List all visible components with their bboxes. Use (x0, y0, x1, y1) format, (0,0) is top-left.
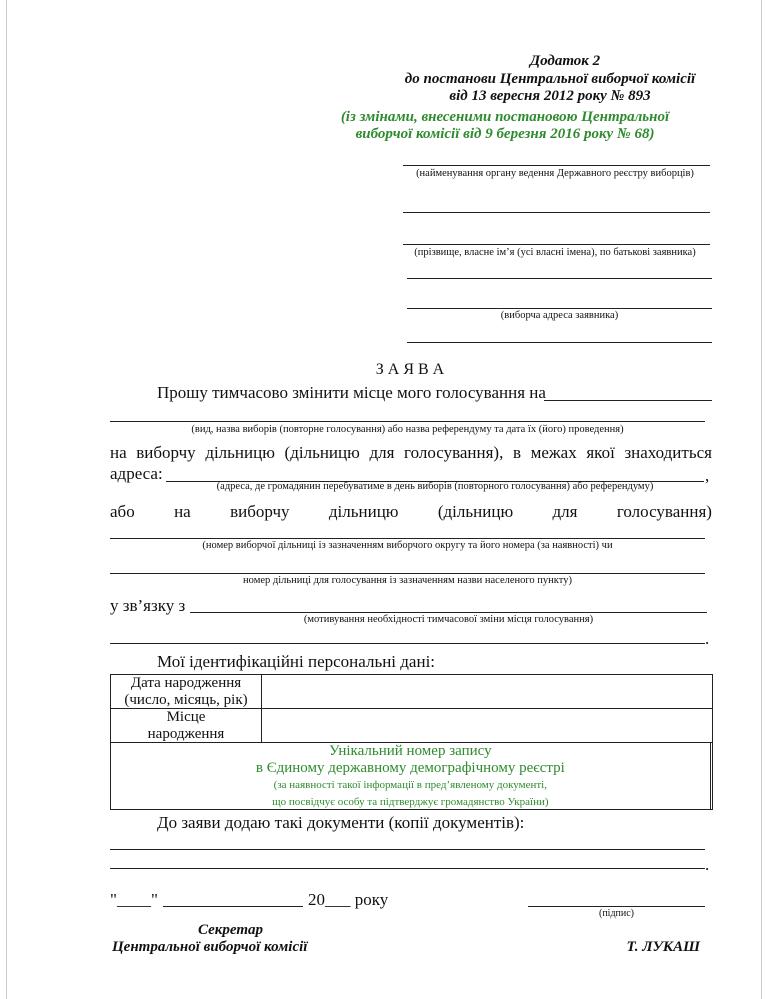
name-field-2[interactable] (403, 244, 710, 245)
signature-field[interactable] (528, 906, 705, 907)
signatory-position-1: Секретар (198, 922, 263, 938)
station-field-1[interactable] (110, 538, 705, 539)
document-title: З А Я В А (375, 361, 445, 378)
label-note: що посвідчує особу та підтверджує громадянство України) (272, 795, 549, 808)
signatory-name: Т. ЛУКАШ (626, 939, 700, 955)
word: якої (586, 443, 615, 462)
election-caption: (вид, назва виборів (повторне голосування) або назва референдуму та дата їх (його) проведення) (191, 424, 624, 435)
stay-address-caption: (адреса, де громадянин перебуватиме в день виборів (повторного голосування) або референдуму) (216, 481, 654, 492)
reason-caption: (мотивування необхідності тимчасової зміни місця голосування) (303, 614, 594, 625)
unzr-field[interactable] (710, 743, 712, 810)
address-field-2[interactable] (407, 342, 712, 343)
word: дільницю (205, 443, 275, 462)
word: виборчу (136, 443, 196, 462)
period: . (705, 855, 710, 874)
label-text: Місце (166, 709, 206, 725)
word: для (369, 443, 395, 462)
personal-data-table (110, 674, 713, 810)
station-caption-1: (номер виборчої дільниці із зазначенням виборчого округу та його номера (за наявності) чи (202, 540, 613, 551)
birth-place-field[interactable] (262, 709, 713, 743)
birth-date-label (111, 675, 262, 709)
station-field-2[interactable] (110, 573, 705, 574)
comma: , (705, 466, 710, 485)
address-label: адреса: (110, 464, 163, 483)
date-year-field[interactable]: 20___ року (308, 890, 389, 909)
label-text: народження (147, 725, 225, 742)
appendix-title: Додаток 2 (529, 53, 601, 69)
date-month-field[interactable] (163, 906, 303, 907)
name-field-3[interactable] (407, 278, 712, 279)
word: (дільницю (437, 502, 514, 521)
registry-field[interactable] (403, 165, 710, 166)
word: голосування) (616, 502, 712, 521)
appendix-date: від 13 вересня 2012 року № 893 (449, 88, 651, 104)
election-field-1[interactable] (544, 400, 712, 401)
station-caption-2: номер дільниці для голосування із зазначенням назви населеного пункту) (243, 575, 572, 586)
word: (дільницю (284, 443, 360, 462)
reason-label: у зв’язку з (110, 596, 186, 615)
birth-place-label (111, 709, 262, 743)
word: знаходиться (624, 443, 712, 462)
station-text (110, 444, 712, 461)
signatory-position-2: Центральної виборчої комісії (112, 939, 308, 955)
address-caption: (виборча адреса заявника) (500, 310, 619, 321)
reason-field-1[interactable] (190, 612, 707, 613)
page-edge-right (761, 0, 762, 999)
registry-caption: (найменування органу ведення Державного реєстру виборців) (416, 168, 694, 179)
amendment-line-1: (із змінами, внесеними постановою Центральної (340, 109, 670, 125)
amendment-line-2: виборчої комісії від 9 березня 2016 року № 68) (355, 126, 655, 142)
appendix-resolution: до постанови Центральної виборчої комісії (404, 71, 696, 87)
reason-field-2[interactable] (110, 643, 705, 644)
signature-caption: (підпис) (598, 908, 635, 919)
word: або (110, 502, 135, 521)
unzr-label (111, 743, 711, 810)
word: в (512, 443, 521, 462)
word: голосування), (404, 443, 504, 462)
personal-data-label: Мої ідентифікаційні персональні дані: (157, 652, 436, 671)
label-note: (за наявності такої інформації в пред’явленому документі, (273, 779, 547, 791)
name-field-1[interactable] (403, 212, 710, 213)
word: на (174, 502, 191, 521)
or-station-text (110, 503, 712, 520)
date-day-field[interactable]: "____" (110, 890, 158, 909)
request-text: Прошу тимчасово змінити місце мого голосування на (157, 383, 546, 402)
word: межах (530, 443, 577, 462)
label-text: Унікальний номер запису (329, 743, 492, 759)
word: для (552, 502, 578, 521)
page-edge-left (6, 0, 7, 999)
election-field-2[interactable] (110, 421, 705, 422)
attachments-field-1[interactable] (110, 849, 705, 850)
label-text: Дата народження (130, 675, 242, 691)
label-text: (число, місяць, рік) (124, 691, 248, 708)
period: . (705, 629, 710, 648)
attachments-field-2[interactable] (110, 868, 705, 869)
word: на (110, 443, 127, 462)
label-text: в Єдиному державному демографічному реєстрі (255, 759, 565, 776)
address-field-1[interactable] (407, 308, 712, 309)
word: виборчу (230, 502, 290, 521)
name-caption: (прізвище, власне ім’я (усі власні імена), по батькові заявника) (414, 247, 696, 258)
word: дільницю (328, 502, 399, 521)
attachments-label: До заяви додаю такі документи (копії документів): (157, 813, 525, 832)
birth-date-field[interactable] (262, 675, 713, 709)
